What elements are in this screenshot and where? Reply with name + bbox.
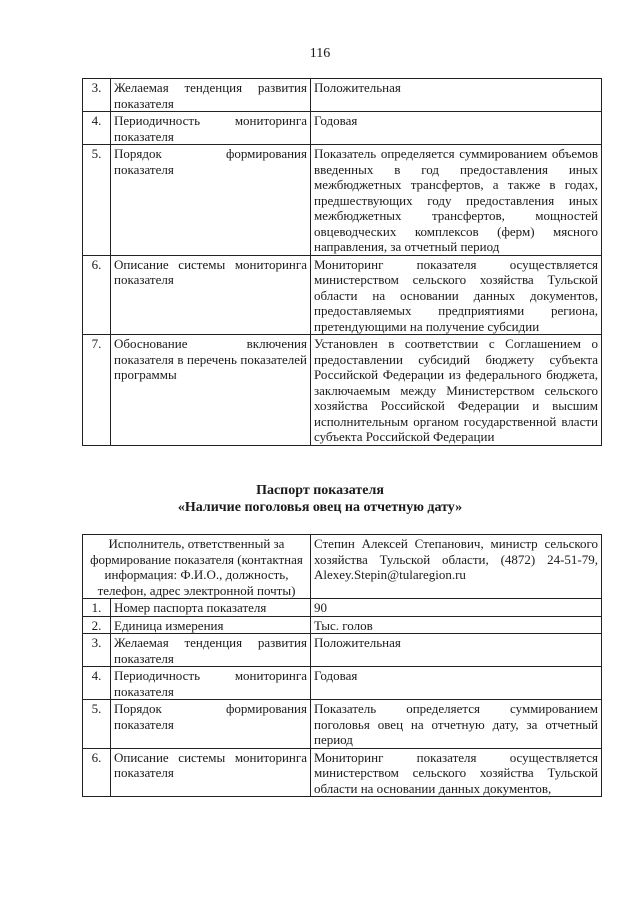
executor-label: Исполнитель, ответственный за формирование показателя (контактная информация: Ф.И.О., должность, телефон, адрес электронной почты)	[83, 535, 311, 599]
row-value: Установлен в соответствии с Соглашением о предоставлении субсидий бюджету субъекта Российской Федерации из федерального бюджета, заключаемым между Министерством сельского хозяйства Российской Федерации и высшим исполнительным органом государственной власти субъекта Российской Федерации	[311, 335, 602, 446]
executor-row	[83, 535, 602, 599]
row-value: Годовая	[311, 112, 602, 145]
table-row	[83, 700, 602, 749]
row-number: 2.	[83, 616, 111, 634]
table-row	[83, 79, 602, 112]
row-label: Желаемая тенденция развития показателя	[111, 634, 311, 667]
row-label: Желаемая тенденция развития показателя	[111, 79, 311, 112]
row-number: 4.	[83, 112, 111, 145]
row-number: 5.	[83, 145, 111, 256]
indicator-passport-table	[82, 534, 602, 797]
executor-value: Степин Алексей Степанович, министр сельского хозяйства Тульской области, (4872) 24-51-79, Alexey.Stepin@tularegion.ru	[311, 535, 602, 599]
row-label: Номер паспорта показателя	[111, 599, 311, 617]
row-label: Описание системы мониторинга показателя	[111, 255, 311, 335]
table-row	[83, 255, 602, 335]
passport-title-line1: Паспорт показателя	[256, 483, 384, 498]
table-row	[83, 748, 602, 797]
indicator-table-top	[82, 78, 602, 446]
row-number: 6.	[83, 255, 111, 335]
table-row	[83, 599, 602, 617]
table-row	[83, 112, 602, 145]
row-number: 3.	[83, 79, 111, 112]
row-label: Обоснование включения показателя в перечень показателей программы	[111, 335, 311, 446]
row-value: Мониторинг показателя осуществляется министерством сельского хозяйства Тульской области на основании данных документов,	[311, 748, 602, 797]
page-number: 116	[309, 46, 331, 61]
row-label: Порядок формирования показателя	[111, 700, 311, 749]
row-label: Порядок формирования показателя	[111, 145, 311, 256]
row-number: 3.	[83, 634, 111, 667]
row-value: Годовая	[311, 667, 602, 700]
row-value: Тыс. голов	[311, 616, 602, 634]
table-row	[83, 335, 602, 446]
row-label: Описание системы мониторинга показателя	[111, 748, 311, 797]
table-row	[83, 667, 602, 700]
row-value: Показатель определяется суммированием объемов введенных в год предоставления иных межбюджетных трансфертов, а также в годах, предшествующих году предоставления иных межбюджетных трансфертов, мощностей овцеводческих комплексов (ферм) мясного направления, за отчетный период	[311, 145, 602, 256]
row-label: Периодичность мониторинга показателя	[111, 667, 311, 700]
row-value: 90	[311, 599, 602, 617]
table-row	[83, 145, 602, 256]
passport-title	[0, 482, 640, 516]
row-value: Показатель определяется суммированием поголовья овец на отчетную дату, за отчетный период	[311, 700, 602, 749]
row-number: 1.	[83, 599, 111, 617]
row-number: 6.	[83, 748, 111, 797]
table-row	[83, 634, 602, 667]
row-value: Мониторинг показателя осуществляется министерством сельского хозяйства Тульской области на основании данных документов, предоставляемых предприятиями региона, претендующими на получение субсидии	[311, 255, 602, 335]
row-number: 5.	[83, 700, 111, 749]
table-row	[83, 616, 602, 634]
row-number: 4.	[83, 667, 111, 700]
row-label: Периодичность мониторинга показателя	[111, 112, 311, 145]
row-value: Положительная	[311, 634, 602, 667]
passport-title-line2: «Наличие поголовья овец на отчетную дату»	[177, 500, 463, 515]
row-label: Единица измерения	[111, 616, 311, 634]
row-number: 7.	[83, 335, 111, 446]
row-value: Положительная	[311, 79, 602, 112]
